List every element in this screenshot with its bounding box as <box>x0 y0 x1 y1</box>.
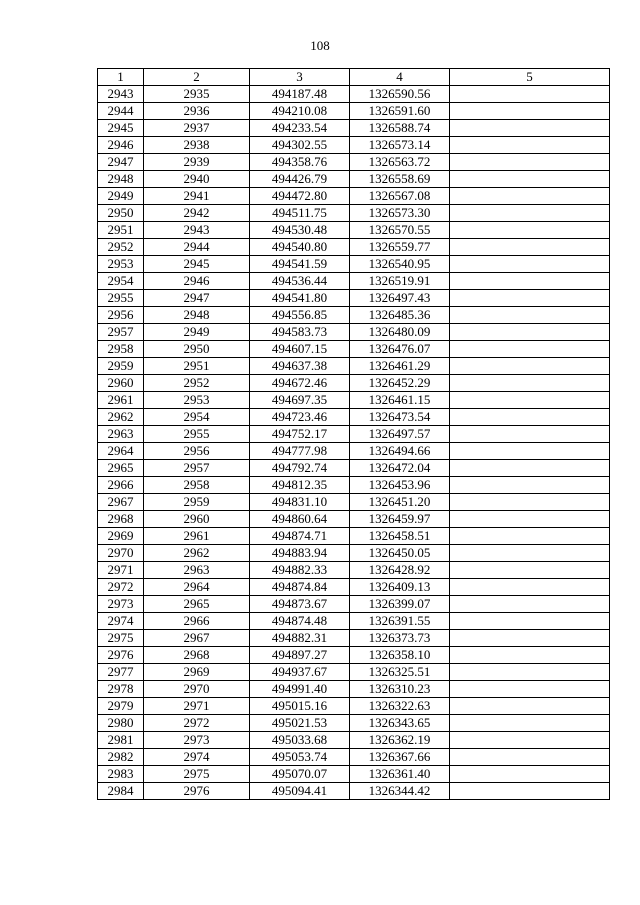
table-row <box>98 783 610 800</box>
table-cell: 1326428.92 <box>350 562 450 579</box>
table-cell: 2978 <box>98 681 144 698</box>
table-cell: 1326322.63 <box>350 698 450 715</box>
table-cell: 2963 <box>144 562 250 579</box>
table-cell: 2949 <box>144 324 250 341</box>
table-row <box>98 596 610 613</box>
table-cell <box>450 341 610 358</box>
table-cell <box>450 494 610 511</box>
table-cell: 494233.54 <box>250 120 350 137</box>
table-cell: 1326558.69 <box>350 171 450 188</box>
table-cell: 2955 <box>144 426 250 443</box>
table-cell <box>450 358 610 375</box>
table-cell: 1326573.30 <box>350 205 450 222</box>
table-cell <box>450 749 610 766</box>
table-cell <box>450 426 610 443</box>
table-cell: 2952 <box>98 239 144 256</box>
table-cell: 494536.44 <box>250 273 350 290</box>
table-cell: 1326494.66 <box>350 443 450 460</box>
table-cell: 494187.48 <box>250 86 350 103</box>
table-cell: 2961 <box>98 392 144 409</box>
table-row <box>98 664 610 681</box>
table-row <box>98 392 610 409</box>
table-cell: 1326367.66 <box>350 749 450 766</box>
table-cell: 495053.74 <box>250 749 350 766</box>
table-cell: 2943 <box>144 222 250 239</box>
table-row <box>98 647 610 664</box>
table-cell: 494991.40 <box>250 681 350 698</box>
table-cell: 2984 <box>98 783 144 800</box>
table-cell: 1326497.57 <box>350 426 450 443</box>
table-row <box>98 749 610 766</box>
table-cell: 494723.46 <box>250 409 350 426</box>
table-cell: 1326358.10 <box>350 647 450 664</box>
table-cell: 2970 <box>98 545 144 562</box>
table-cell <box>450 766 610 783</box>
table-cell: 494860.64 <box>250 511 350 528</box>
table-cell: 494792.74 <box>250 460 350 477</box>
table-cell <box>450 273 610 290</box>
table-cell: 2944 <box>98 103 144 120</box>
table-cell: 1326459.97 <box>350 511 450 528</box>
table-row <box>98 766 610 783</box>
table-cell: 1326409.13 <box>350 579 450 596</box>
table-cell: 2954 <box>144 409 250 426</box>
table-cell: 1326567.08 <box>350 188 450 205</box>
table-cell: 2948 <box>98 171 144 188</box>
table-cell: 2939 <box>144 154 250 171</box>
table-cell: 2956 <box>144 443 250 460</box>
table-cell: 495033.68 <box>250 732 350 749</box>
table-cell: 2974 <box>144 749 250 766</box>
table-cell <box>450 256 610 273</box>
table-cell: 494302.55 <box>250 137 350 154</box>
table-cell <box>450 103 610 120</box>
table-cell <box>450 409 610 426</box>
table-row <box>98 222 610 239</box>
table-cell: 1326563.72 <box>350 154 450 171</box>
table-cell: 2975 <box>144 766 250 783</box>
table-cell: 2945 <box>144 256 250 273</box>
table-cell: 494882.33 <box>250 562 350 579</box>
table-row <box>98 630 610 647</box>
table-cell: 1326450.05 <box>350 545 450 562</box>
table-cell: 2972 <box>144 715 250 732</box>
table-cell: 2938 <box>144 137 250 154</box>
table-cell: 495021.53 <box>250 715 350 732</box>
table-cell: 2950 <box>98 205 144 222</box>
table-cell: 2968 <box>144 647 250 664</box>
table-cell: 2969 <box>98 528 144 545</box>
table-cell: 2959 <box>144 494 250 511</box>
table-cell: 2972 <box>98 579 144 596</box>
table-cell: 2969 <box>144 664 250 681</box>
table-cell <box>450 596 610 613</box>
table-cell: 2961 <box>144 528 250 545</box>
table-row <box>98 477 610 494</box>
table-cell: 2960 <box>98 375 144 392</box>
table-row <box>98 137 610 154</box>
table-row <box>98 579 610 596</box>
table-cell: 2947 <box>98 154 144 171</box>
table-cell: 494874.48 <box>250 613 350 630</box>
column-header: 3 <box>250 69 350 86</box>
table-cell: 2953 <box>144 392 250 409</box>
table-header-row <box>98 69 610 86</box>
table-cell: 1326391.55 <box>350 613 450 630</box>
table-cell <box>450 732 610 749</box>
table-cell: 495070.07 <box>250 766 350 783</box>
table-row <box>98 732 610 749</box>
table-cell: 1326461.15 <box>350 392 450 409</box>
table-cell: 2973 <box>98 596 144 613</box>
table-cell: 1326310.23 <box>350 681 450 698</box>
table-row <box>98 154 610 171</box>
table-cell: 2964 <box>98 443 144 460</box>
table-cell <box>450 579 610 596</box>
table-cell <box>450 205 610 222</box>
table-cell: 2956 <box>98 307 144 324</box>
table-cell: 1326451.20 <box>350 494 450 511</box>
table-row <box>98 375 610 392</box>
table-cell: 494883.94 <box>250 545 350 562</box>
table-cell: 1326590.56 <box>350 86 450 103</box>
table-cell: 1326540.95 <box>350 256 450 273</box>
table-cell: 2951 <box>144 358 250 375</box>
table-cell <box>450 375 610 392</box>
table-cell: 494874.84 <box>250 579 350 596</box>
table-cell <box>450 307 610 324</box>
table-cell: 2943 <box>98 86 144 103</box>
table-cell: 1326588.74 <box>350 120 450 137</box>
table-cell <box>450 171 610 188</box>
table-cell: 1326362.19 <box>350 732 450 749</box>
table-cell: 1326473.54 <box>350 409 450 426</box>
table-cell <box>450 86 610 103</box>
table-cell: 495094.41 <box>250 783 350 800</box>
table-cell: 1326453.96 <box>350 477 450 494</box>
table-row <box>98 290 610 307</box>
table-row <box>98 358 610 375</box>
table-cell <box>450 715 610 732</box>
table-cell: 1326452.29 <box>350 375 450 392</box>
table-row <box>98 460 610 477</box>
table-cell: 2945 <box>98 120 144 137</box>
table-cell: 494556.85 <box>250 307 350 324</box>
table-cell: 2941 <box>144 188 250 205</box>
table-cell <box>450 443 610 460</box>
table-cell <box>450 681 610 698</box>
table-cell: 2975 <box>98 630 144 647</box>
table-row <box>98 613 610 630</box>
table-cell: 2971 <box>144 698 250 715</box>
table-cell <box>450 392 610 409</box>
table-cell: 1326325.51 <box>350 664 450 681</box>
table-cell: 2963 <box>98 426 144 443</box>
table-cell: 494897.27 <box>250 647 350 664</box>
coordinates-table <box>97 68 610 800</box>
column-header: 5 <box>450 69 610 86</box>
table-cell: 2948 <box>144 307 250 324</box>
table-row <box>98 256 610 273</box>
column-header: 4 <box>350 69 450 86</box>
table-row <box>98 239 610 256</box>
table-cell: 1326461.29 <box>350 358 450 375</box>
table-row <box>98 443 610 460</box>
table-cell: 2974 <box>98 613 144 630</box>
table-cell: 2944 <box>144 239 250 256</box>
table-cell: 2983 <box>98 766 144 783</box>
table-row <box>98 324 610 341</box>
table-cell <box>450 460 610 477</box>
table-cell: 1326519.91 <box>350 273 450 290</box>
table-cell <box>450 290 610 307</box>
table-cell <box>450 545 610 562</box>
table-cell: 494874.71 <box>250 528 350 545</box>
table-cell: 2946 <box>98 137 144 154</box>
table-cell: 2962 <box>144 545 250 562</box>
table-cell: 2957 <box>98 324 144 341</box>
table-cell: 1326497.43 <box>350 290 450 307</box>
column-header: 2 <box>144 69 250 86</box>
table-cell: 2959 <box>98 358 144 375</box>
table-cell: 2976 <box>98 647 144 664</box>
table-row <box>98 715 610 732</box>
table-cell: 2960 <box>144 511 250 528</box>
table-cell: 494583.73 <box>250 324 350 341</box>
table-row <box>98 171 610 188</box>
table-cell <box>450 528 610 545</box>
table-cell: 1326570.55 <box>350 222 450 239</box>
column-header: 1 <box>98 69 144 86</box>
table-cell: 2953 <box>98 256 144 273</box>
table-cell: 2967 <box>144 630 250 647</box>
table-cell: 2951 <box>98 222 144 239</box>
table-row <box>98 409 610 426</box>
table-cell: 2964 <box>144 579 250 596</box>
table-cell: 1326343.65 <box>350 715 450 732</box>
table-cell: 1326373.73 <box>350 630 450 647</box>
page-number: 108 <box>310 38 330 53</box>
table-cell: 494472.80 <box>250 188 350 205</box>
table-cell <box>450 137 610 154</box>
table-cell: 2950 <box>144 341 250 358</box>
table-cell: 2962 <box>98 409 144 426</box>
table-cell: 2976 <box>144 783 250 800</box>
table-cell: 2949 <box>98 188 144 205</box>
table-cell <box>450 324 610 341</box>
table-cell: 494882.31 <box>250 630 350 647</box>
table-cell: 2936 <box>144 103 250 120</box>
table-cell: 1326559.77 <box>350 239 450 256</box>
table-cell: 494511.75 <box>250 205 350 222</box>
table-cell: 2935 <box>144 86 250 103</box>
table-cell: 494777.98 <box>250 443 350 460</box>
table-cell <box>450 783 610 800</box>
table-cell: 2955 <box>98 290 144 307</box>
table-cell: 2946 <box>144 273 250 290</box>
table-cell <box>450 698 610 715</box>
table-cell: 494873.67 <box>250 596 350 613</box>
table-row <box>98 528 610 545</box>
table-cell: 2958 <box>98 341 144 358</box>
table-cell: 2970 <box>144 681 250 698</box>
table-cell <box>450 562 610 579</box>
table-cell: 2958 <box>144 477 250 494</box>
table-cell: 2965 <box>98 460 144 477</box>
table-cell: 2979 <box>98 698 144 715</box>
table-row <box>98 273 610 290</box>
table-cell <box>450 477 610 494</box>
table-cell: 1326485.36 <box>350 307 450 324</box>
table-cell: 2947 <box>144 290 250 307</box>
table-cell: 2942 <box>144 205 250 222</box>
table-cell <box>450 613 610 630</box>
table-cell <box>450 222 610 239</box>
table-cell: 2952 <box>144 375 250 392</box>
table-cell: 494541.59 <box>250 256 350 273</box>
table-cell <box>450 630 610 647</box>
table-cell <box>450 647 610 664</box>
table-row <box>98 562 610 579</box>
table-row <box>98 307 610 324</box>
table-row <box>98 205 610 222</box>
table-cell: 2957 <box>144 460 250 477</box>
table-cell: 2940 <box>144 171 250 188</box>
table-cell <box>450 239 610 256</box>
table-cell: 494937.67 <box>250 664 350 681</box>
table-row <box>98 511 610 528</box>
table-cell: 494358.76 <box>250 154 350 171</box>
table-cell: 494752.17 <box>250 426 350 443</box>
table-cell: 2968 <box>98 511 144 528</box>
table-row <box>98 120 610 137</box>
table-cell: 2981 <box>98 732 144 749</box>
table-cell: 1326480.09 <box>350 324 450 341</box>
table-row <box>98 494 610 511</box>
table-row <box>98 188 610 205</box>
table-cell: 494210.08 <box>250 103 350 120</box>
table-cell: 494637.38 <box>250 358 350 375</box>
table-cell: 1326399.07 <box>350 596 450 613</box>
table-cell: 2973 <box>144 732 250 749</box>
table-cell: 2965 <box>144 596 250 613</box>
table-cell: 1326476.07 <box>350 341 450 358</box>
table-cell <box>450 664 610 681</box>
table-cell: 494426.79 <box>250 171 350 188</box>
table-cell: 494831.10 <box>250 494 350 511</box>
table-cell: 1326591.60 <box>350 103 450 120</box>
table-row <box>98 103 610 120</box>
table-cell: 494530.48 <box>250 222 350 239</box>
table-cell: 494697.35 <box>250 392 350 409</box>
table-cell: 494541.80 <box>250 290 350 307</box>
table-cell: 2971 <box>98 562 144 579</box>
table-cell: 2966 <box>98 477 144 494</box>
table-cell: 2977 <box>98 664 144 681</box>
table-cell: 1326472.04 <box>350 460 450 477</box>
table-cell: 2982 <box>98 749 144 766</box>
table-cell: 2966 <box>144 613 250 630</box>
table-cell: 495015.16 <box>250 698 350 715</box>
table-cell: 2954 <box>98 273 144 290</box>
table-cell <box>450 120 610 137</box>
table-cell: 494540.80 <box>250 239 350 256</box>
table-cell: 1326458.51 <box>350 528 450 545</box>
table-row <box>98 341 610 358</box>
table-cell: 494607.15 <box>250 341 350 358</box>
table-body <box>98 86 610 800</box>
table-row <box>98 426 610 443</box>
table-cell: 1326361.40 <box>350 766 450 783</box>
table-cell: 2980 <box>98 715 144 732</box>
table-row <box>98 698 610 715</box>
table-cell: 2967 <box>98 494 144 511</box>
table-cell: 494812.35 <box>250 477 350 494</box>
table-row <box>98 681 610 698</box>
table-cell: 1326344.42 <box>350 783 450 800</box>
table-cell <box>450 188 610 205</box>
table-cell <box>450 511 610 528</box>
table-row <box>98 545 610 562</box>
table-cell <box>450 154 610 171</box>
table-cell: 1326573.14 <box>350 137 450 154</box>
table-row <box>98 86 610 103</box>
table-cell: 2937 <box>144 120 250 137</box>
table-cell: 494672.46 <box>250 375 350 392</box>
